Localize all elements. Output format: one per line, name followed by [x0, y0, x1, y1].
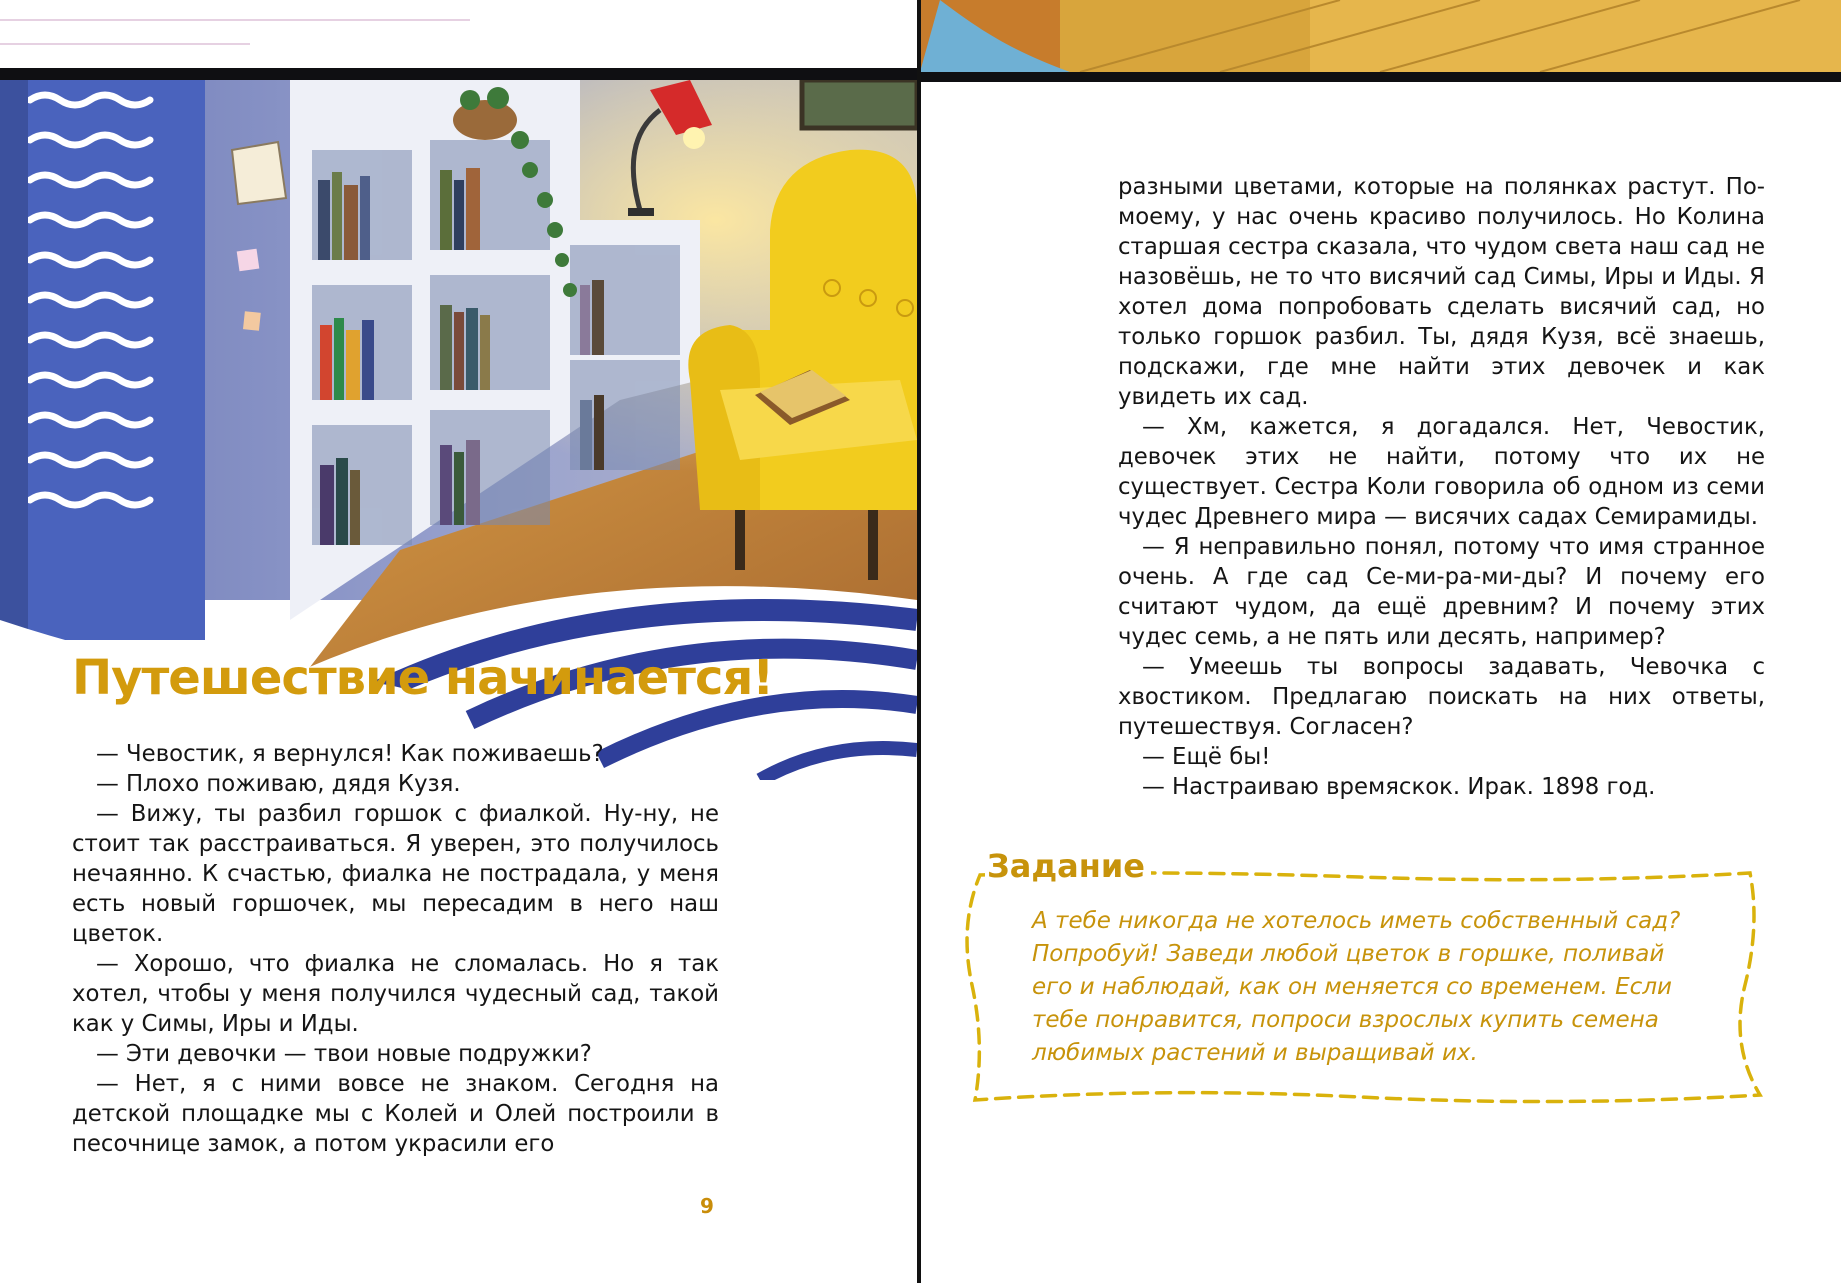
curtain	[0, 80, 205, 640]
page-gutter	[917, 0, 921, 1283]
paragraph: — Настраиваю времяскок. Ирак. 1898 год.	[1142, 774, 1656, 800]
paragraph: — Хорошо, что фиалка не сломалась. Но я так хотел, чтобы у меня получился чудесный сад, такой как у Симы, Иры и Иды.	[72, 951, 719, 1037]
left-page-text	[72, 739, 719, 1159]
paragraph: — Вижу, ты разбил горшок с фиалкой. Ну-ну, не стоит так расстраиваться. Я уверен, это получилось нечаянно. К счастью, фиалка не пострадала, у меня есть новый горшочек, мы пересадим в него наш цветок.	[72, 801, 719, 947]
task-text: А тебе никогда не хотелось иметь собственный сад? Попробуй! Заведи любой цветок в горшке, поливай его и наблюдай, как он меняется со временем. Если тебе понравится, попроси взрослых купить семена любимых растений и выращивай их.	[1032, 908, 1681, 1066]
paragraph: — Хм, кажется, я догадался. Нет, Чевостик, девочек этих не найти, потому что их не существует. Сестра Коли говорила об одном из семи чудес Древнего мира — висячих садах Семирамиды.	[1118, 414, 1765, 530]
paragraph: — Ещё бы!	[1142, 744, 1271, 770]
right-page-text	[1118, 172, 1765, 802]
illustration-strip	[920, 0, 1841, 72]
paragraph: — Чевостик, я вернулся! Как поживаешь?	[96, 741, 604, 767]
page-number: 9	[700, 1194, 714, 1218]
paragraph: — Эти девочки — твои новые подружки?	[96, 1041, 592, 1067]
previous-page-fragment	[0, 0, 918, 68]
paragraph: — Плохо поживаю, дядя Кузя.	[96, 771, 461, 797]
paragraph: — Нет, я с ними вовсе не знаком. Сегодня на детской площадке мы с Колей и Олей построили в песочнице замок, а потом украсили его	[72, 1071, 719, 1157]
task-title: Задание	[985, 847, 1151, 885]
paragraph: — Я неправильно понял, потому что имя странное очень. А где сад Се-ми-ра-ми-ды? И почему его считают чудом, да ещё древним? И почему этих чудес семь, а не пять или десять, например?	[1118, 534, 1765, 650]
chapter-title: Путешествие начинается!	[72, 650, 774, 706]
paragraph: — Умеешь ты вопросы задавать, Чевочка с хвостиком. Предлагаю поискать на них ответы, путешествуя. Согласен?	[1118, 654, 1765, 740]
paragraph: разными цветами, которые на полянках растут. По-моему, у нас очень красиво получилось. Но Колина старшая сестра сказала, что чудом света наш сад не назовёшь, не то что висячий сад Симы, Иры и Иды. Я хотел дома попробовать сделать висячий сад, но только горшок разбил. Ты, дядя Кузя, всё знаешь, подскажи, где мне найти этих девочек и как увидеть их сад.	[1118, 174, 1765, 410]
top-divider-right	[920, 72, 1841, 82]
faded-text-fragment	[0, 0, 918, 68]
top-divider-left	[0, 68, 918, 80]
previous-illustration-fragment	[920, 0, 1841, 72]
